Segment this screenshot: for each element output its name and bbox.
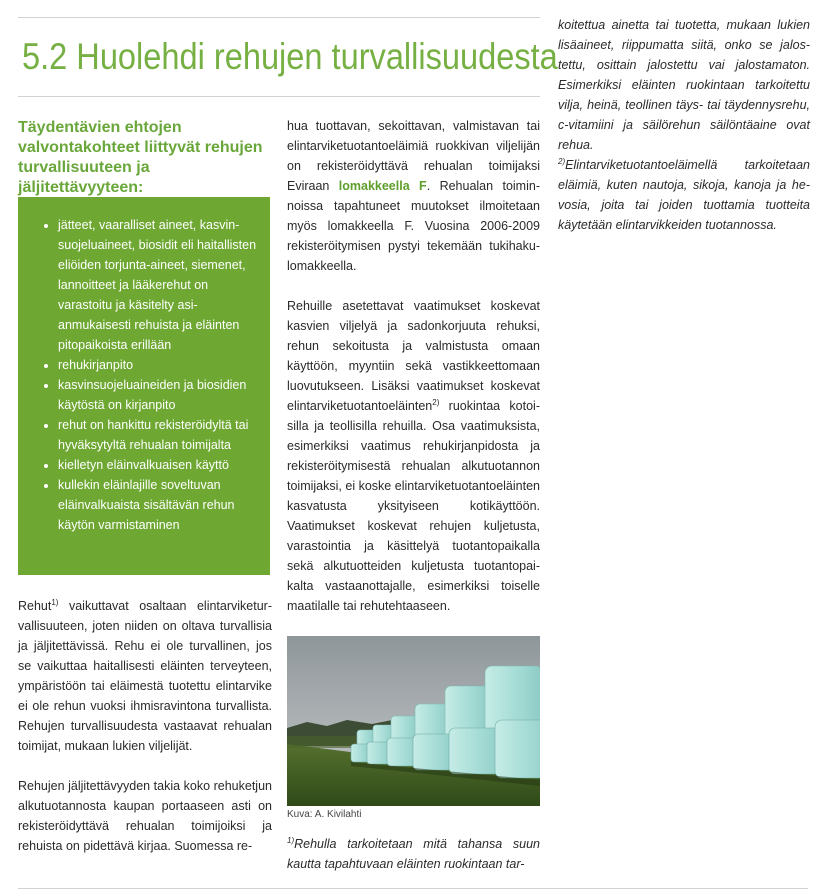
paragraph-text: . Rehualan toiminnoissa tapahtuneet muutokset ilmoitetaan myös lomakkeella F. Vuosina 2006-2009 rekisteröitymisen pystyi tekemään tukihakulomakkeella. [287, 179, 540, 273]
paragraph-text: Rehuille asetettavat vaatimukset koskevat kasvien viljelyä ja sadonkorjuuta rehuksi, rehun sekoitusta ja valmistusta omaan käyttöön, myyntiin sekä vastikkeettomaan luovutukseen. Lisäksi vaatimukset koskevat elintarviketuotantoeläinten [287, 299, 540, 413]
column-1-text [18, 596, 272, 856]
top-rule [18, 17, 540, 18]
section-subheading: Täydentävien ehtojen valvontakohteet liittyvät rehujen turvallisuuteen ja jäljitettävyyteen: [18, 119, 263, 196]
silage-bales-photo [287, 636, 540, 806]
paragraph-text: hua tuottavan, sekoittavan, valmistavan tai elintarviketuotantoeläimiä ruokkivan viljelijän on rekisteröidyttävä rehualan toimijaksi Eviraan [287, 119, 540, 193]
footnote-text: Elintarviketuotantoeläimellä tarkoitetaan eläimiä, kuten nautoja, sikoja, kanoja ja hevosia, joita tai joiden tuottamia tuotteita käytetään elintarvikkeiden tuotannossa. [558, 158, 810, 232]
column-3-footnotes [558, 15, 810, 235]
footnote-marker-2: 2) [558, 157, 566, 166]
checklist-item: • kielletyn eläinvalkuaisen käyttö [58, 455, 260, 475]
checklist [18, 197, 270, 535]
checklist-item: • rehukirjanpito [58, 355, 260, 375]
footnote-marker-1: 1) [287, 836, 295, 845]
paragraph-text: ruokintaa kotoisilla ja teollisilla rehuilla. Osa vaatimuksista, esimerkiksi vaatimus rehukirjanpidosta ja rekisteröitymisestä rehualan alkutuotannon toimijaksi, ei koske elintarviketuotantoeläinten kasvatusta yksityiseen kotikäyttöön. Vaatimukset koskevat rehujen kuljetusta, varastointia ja käsittelyä tuotantopaikalla sekä alkutuotteiden kuljetusta tuotantopaikalta vastaanottajalle, esimerkiksi toiselle maatilalle tai rehutehtaaseen. [287, 399, 540, 613]
footnote-2 [558, 155, 810, 235]
checklist-item: • kullekin eläinlajille soveltuvan eläinvalkuaista sisältävän rehun käytön varmistaminen [58, 475, 260, 535]
checklist-box [18, 197, 270, 575]
footnote-ref-2: 2) [432, 398, 440, 407]
paragraph-registration [287, 116, 540, 276]
term-rehut: Rehut [18, 599, 52, 613]
title-rule [18, 96, 540, 97]
paragraph-text: vaikuttavat osaltaan elintarviketurvallisuuteen, joten niiden on oltava turvallisia ja jäljitettävissä. Rehu ei ole turvallinen, jos se vaikuttaa haitallisesti eläinten terveyteen, ympäristöön tai eläimestä tuotettu elintarvike ei ole rehun vuoksi ihmisravintona turvallista. Rehujen turvallisuudesta vastaavat rehualan toimijat, mukaan lukien viljelijät. [18, 599, 272, 753]
checklist-item: • jätteet, vaaralliset aineet, kasvinsuojeluaineet, biosidit eli haitallisten eliöiden torjunta-aineet, siemenet, lannoitteet ja lääkerehut on varastoitu ja käsitelty asianmukaisesti rehuista ja eläinten pitopaikoista erillään [58, 215, 260, 355]
page-title: 5.2 Huolehdi rehujen turvallisuudesta [22, 36, 558, 77]
photo-caption: Kuva: A. Kivilahti [287, 809, 362, 820]
checklist-item: • kasvinsuojeluaineiden ja biosidien käytöstä on kirjanpito [58, 375, 260, 415]
footnote-text: Rehulla tarkoitetaan mitä tahansa suun kautta tapahtuvaan eläinten ruokintaan tar- [287, 837, 540, 871]
footnote-ref-1: 1) [51, 598, 59, 607]
form-f-link[interactable]: lomakkeella F [338, 179, 427, 193]
paragraph-requirements [287, 296, 540, 616]
checklist-item: • rehut on hankittu rekisteröidyltä tai hyväksytyltä rehualan toimijalta [58, 415, 260, 455]
column-2-text [287, 116, 540, 616]
footnote-1-continued: koitettua ainetta tai tuotetta, mukaan lukien lisäaineet, riippumatta siitä, onko se jalostettu, osittain jalostettu vai jalostamaton. Esimerkiksi eläinten ruokintaan tarkoitettu vilja, heinä, teollinen täys- tai täydennysrehu, c-vitamiini ja säilörehun säilöntäaine ovat rehua. [558, 18, 810, 152]
paragraph-traceability: Rehujen jäljitettävyyden takia koko rehuketjun alkutuotannosta kaupan portaaseen asti on rekisteröidyttävä rehualan toimijoiksi ja rehuista on pidettävä kirjaa. Suomessa re- [18, 779, 272, 853]
footnote-1 [287, 834, 540, 874]
paragraph-feed-safety [18, 596, 272, 756]
bottom-rule [18, 888, 808, 889]
